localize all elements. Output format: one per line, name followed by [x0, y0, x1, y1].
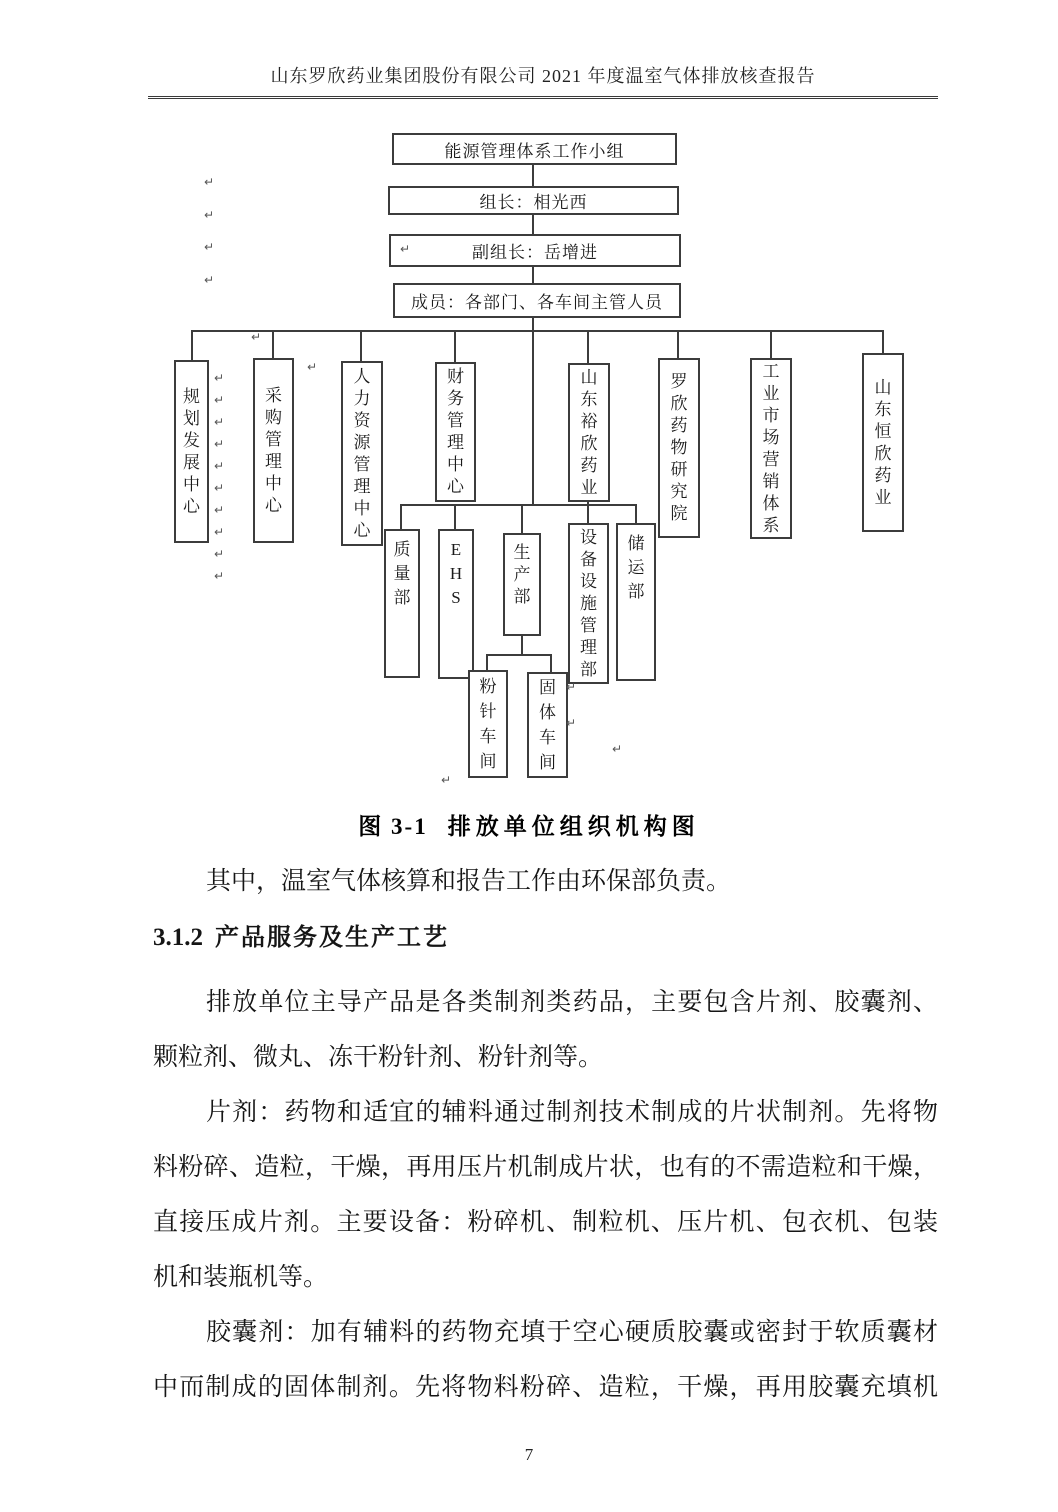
- connector-line: [486, 654, 488, 670]
- org-node-label: 组长：相光西: [479, 193, 588, 212]
- pilcrow-mark: ↵: [214, 481, 225, 495]
- org-node-label: 生产部: [513, 543, 531, 606]
- connector-line: [521, 635, 523, 655]
- pilcrow-mark: ↵: [251, 330, 262, 344]
- connector-line: [770, 331, 772, 358]
- paragraph-line: 片剂：药物和适宜的辅料通过制剂技术制成的片状制剂。先将物: [206, 1099, 938, 1126]
- pilcrow-mark: ↵: [214, 547, 225, 561]
- org-node-label: 成员：各部门、各车间主管人员: [411, 293, 663, 312]
- paragraph: [153, 1305, 938, 1415]
- org-node-label: 质量部: [393, 540, 411, 607]
- paragraph-line: 直接压成片剂。主要设备：粉碎机、制粒机、压片机、包衣机、包装: [153, 1209, 938, 1236]
- org-node: [503, 533, 541, 636]
- pilcrow-mark: ↵: [307, 360, 318, 374]
- org-node-label: 财务管理中心: [447, 367, 464, 496]
- page-number: 7: [524, 1445, 534, 1464]
- paragraph-line: 排放单位主导产品是各类制剂类药品，主要包含片剂、胶囊剂、: [206, 989, 938, 1016]
- connector-line: [532, 165, 534, 186]
- org-node-label: 能源管理体系工作小组: [444, 141, 625, 161]
- pilcrow-mark: ↵: [400, 242, 411, 256]
- org-node: [341, 361, 383, 546]
- figure-title: 排放单位组织机构图: [447, 814, 700, 839]
- org-node-label: 设备设施管理部: [580, 527, 597, 679]
- connector-line: [272, 331, 274, 358]
- connector-line: [454, 331, 456, 362]
- org-node: [750, 358, 792, 539]
- pilcrow-mark: ↵: [204, 273, 215, 287]
- pilcrow-mark: ↵: [214, 393, 225, 407]
- org-node-label: 工业市场营销体系: [762, 361, 780, 535]
- figure-caption: [0, 806, 1058, 848]
- org-node: [253, 358, 294, 543]
- org-node: [468, 670, 508, 778]
- org-node: [527, 672, 568, 778]
- connector-line: [587, 331, 589, 363]
- section-title: 产品服务及生产工艺: [215, 924, 449, 951]
- connector-line: [191, 330, 884, 332]
- pilcrow-mark: ↵: [214, 371, 225, 385]
- pilcrow-mark: ↵: [441, 773, 452, 787]
- connector-line: [486, 654, 552, 656]
- connector-line: [587, 502, 589, 523]
- org-node-label: 粉针车间: [479, 677, 497, 771]
- pilcrow-mark: ↵: [214, 415, 225, 429]
- org-node-label: 人力资源管理中心: [353, 366, 371, 540]
- org-node: [393, 283, 681, 318]
- section-heading: [153, 916, 938, 960]
- page-header-title: 山东罗欣药业集团股份有限公司 2021 年度温室气体排放核查报告: [148, 56, 938, 99]
- connector-line: [400, 504, 637, 506]
- pilcrow-mark: ↵: [612, 742, 623, 756]
- org-node: [658, 358, 700, 538]
- connector-line: [191, 331, 193, 360]
- connector-line: [400, 504, 402, 529]
- org-node: [435, 362, 476, 502]
- org-node-label: 采购管理中心: [265, 385, 282, 515]
- connector-line: [454, 504, 456, 529]
- pilcrow-mark: ↵: [214, 437, 225, 451]
- org-node-label: 规划发展中心: [183, 386, 200, 516]
- connector-line: [532, 267, 534, 283]
- connector-line: [532, 318, 534, 505]
- org-node: [438, 529, 474, 679]
- org-node: [384, 529, 420, 678]
- org-node: [389, 234, 681, 267]
- pilcrow-mark: ↵: [566, 716, 577, 730]
- org-node: [862, 353, 904, 532]
- org-node-label: 山东恒欣药业: [874, 377, 892, 507]
- connector-line: [882, 331, 884, 353]
- connector-line: [550, 654, 552, 672]
- org-node-label: 副组长：岳增进: [472, 243, 598, 262]
- org-node-label: 山东裕欣药业: [580, 367, 598, 497]
- connector-line: [532, 215, 534, 234]
- org-node-label: 罗欣药物研究院: [670, 372, 688, 523]
- org-node-label: 固体车间: [539, 678, 556, 772]
- connector-line: [360, 331, 362, 361]
- pilcrow-mark: ↵: [214, 569, 225, 583]
- org-node: [616, 523, 656, 681]
- org-node: [568, 363, 610, 502]
- connector-line: [677, 331, 679, 358]
- pilcrow-mark: ↵: [214, 525, 225, 539]
- pilcrow-mark: ↵: [566, 680, 577, 694]
- pilcrow-mark: ↵: [204, 208, 215, 222]
- paragraph: [153, 1085, 938, 1305]
- org-node: [174, 360, 209, 543]
- intro-paragraph: 其中，温室气体核算和报告工作由环保部负责。: [206, 868, 732, 895]
- pilcrow-mark: ↵: [204, 175, 215, 189]
- connector-line: [635, 504, 637, 523]
- paragraph-line: 胶囊剂：加有辅料的药物充填于空心硬质胶囊或密封于软质囊材: [206, 1319, 938, 1346]
- paragraph-line: 料粉碎、造粒，干燥，再用压片机制成片状，也有的不需造粒和干燥，: [153, 1154, 938, 1181]
- pilcrow-mark: ↵: [214, 503, 225, 517]
- org-node: [388, 186, 679, 215]
- section-number: 3.1.2: [153, 924, 203, 951]
- paragraph-line: 机和装瓶机等。: [153, 1264, 329, 1291]
- paragraph: [153, 975, 938, 1085]
- paragraph-line: 颗粒剂、微丸、冻干粉针剂、粉针剂等。: [153, 1044, 604, 1071]
- org-node: [568, 523, 609, 684]
- org-node-label: EHS: [449, 540, 463, 607]
- figure-label: 图 3-1: [358, 814, 428, 839]
- connector-line: [521, 504, 523, 533]
- paragraph-line: 中而制成的固体制剂。先将物料粉碎、造粒，干燥，再用胶囊充填机: [153, 1374, 938, 1401]
- org-node: [392, 133, 677, 165]
- pilcrow-mark: ↵: [214, 459, 225, 473]
- org-node-label: 储运部: [627, 534, 645, 601]
- pilcrow-mark: ↵: [204, 240, 215, 254]
